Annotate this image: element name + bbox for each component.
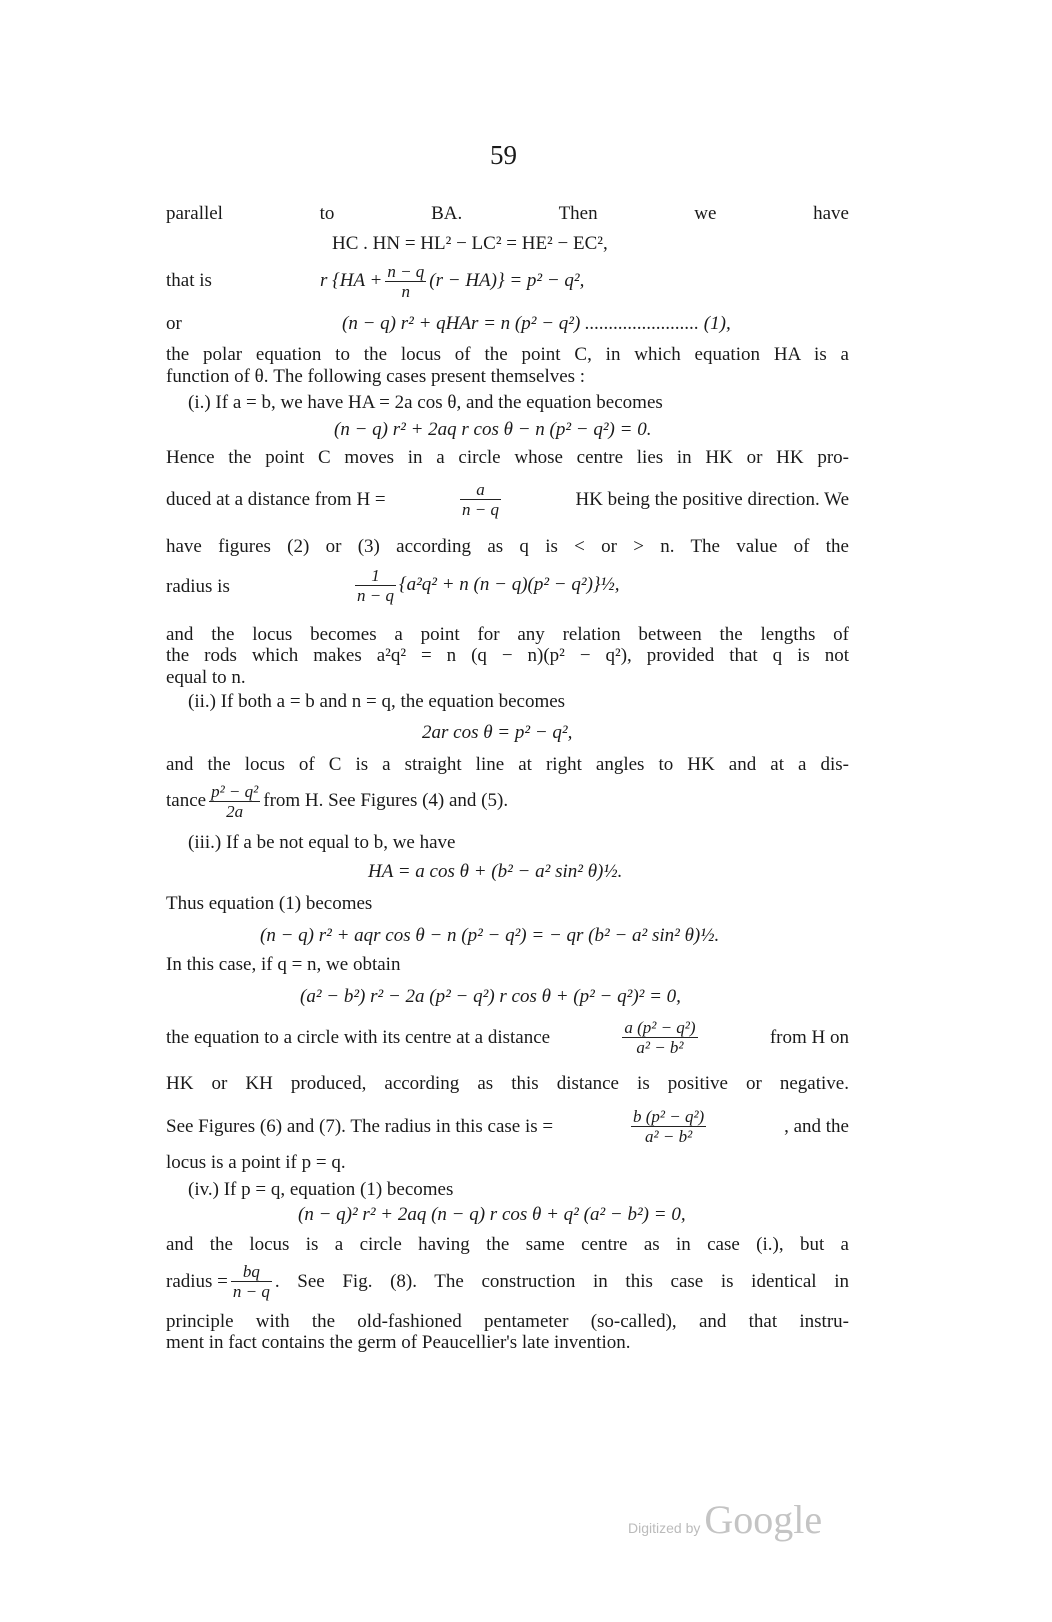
text-line: In this case, if q = n, we obtain [166,954,401,975]
text-line: HK or KH produced, according as this distance is positive or negative. [166,1073,849,1094]
text-line: locus is a point if p = q. [166,1152,346,1173]
text-line: and the locus is a circle having the same centre as in case (i.), but a [166,1234,849,1255]
text-line: Thus equation (1) becomes [166,893,373,914]
text-line: and the locus of C is a straight line at right angles to HK and at a dis- [166,754,849,775]
page-number: 59 [490,140,517,170]
text-label: that is [166,270,212,291]
text-line: equal to n. [166,667,246,688]
equation: r {HA + $\frac{n - q}{n}$ (r − HA)} = p² − q², [320,262,585,301]
text-line: and the locus becomes a point for any relation between the lengths of [166,624,849,645]
equation: (n − q) r² + qHAr = n (p² − q²) ........................ (1), [342,313,731,334]
equation: HC . HN = HL² − LC² = HE² − EC², [332,233,608,254]
text-line: radius = $\frac{bq}{n - q}$ . See Fig. (8). The construction in this case is identical in [166,1262,849,1301]
text-line: tance $\frac{\text{p² − q²}}{2a}$ from H. See Figures (4) and (5). [166,782,509,821]
text-line: the rods which makes a²q² = n (q − n)(p² − q²), provided that q is not [166,645,849,666]
text-label: or [166,313,182,334]
text-line: the polar equation to the locus of the point C, in which equation HA is a [166,344,849,365]
fraction: $\frac{\text{p² − q²}}{2a}$ [211,782,259,821]
text-line: (iv.) If p = q, equation (1) becomes [188,1179,454,1200]
text-line: (ii.) If both a = b and n = q, the equation becomes [188,691,566,712]
text-line: function of θ. The following cases present themselves : [166,366,586,387]
equation: (n − q) r² + aqr cos θ − n (p² − q²) = − qr (b² − a² sin² θ)½. [260,925,720,946]
text-line: (i.) If a = b, we have HA = 2a cos θ, and the equation becomes [188,392,663,413]
equation: HA = a cos θ + (b² − a² sin² θ)½. [368,861,623,882]
fraction: $\frac{n - q}{n}$ [387,262,425,301]
equation: $\frac{1}{n - q}$ {a²q² + n (n − q)(p² − q²)}½, [357,566,620,605]
text-line: Hence the point C moves in a circle whose centre lies in HK or HK pro- [166,447,849,468]
fraction: a (p² − q²) a² − b² [624,1018,696,1057]
text-line: principle with the old-fashioned pentameter (so-called), and that instru- [166,1311,849,1332]
equation: (n − q)² r² + 2aq (n − q) r cos θ + q² (a² − b²) = 0, [298,1204,686,1225]
equation: (n − q) r² + 2aq r cos θ − n (p² − q²) = 0. [334,419,652,440]
equation: 2ar cos θ = p² − q², [422,722,573,743]
fraction: $\frac{a}{n - q}$ [462,480,500,519]
text-line: See Figures (6) and (7). The radius in this case is = $\frac{\text{b (p² − q²)}}{\text{a² − b²}}$ , and the [166,1107,849,1146]
fraction: $\frac{\text{b (p² − q²)}}{\text{a² − b²}}$ [632,1107,705,1146]
watermark-logo: Digitized by Google [628,1497,823,1542]
text-line: (iii.) If a be not equal to b, we have [188,832,456,853]
text-line: parallel to BA. Then we have [166,203,849,224]
fraction: $\frac{1}{n - q}$ [357,566,394,605]
text-line: have figures (2) or (3) according as q is < or > n. The value of the [166,536,849,557]
text-line: ment in fact contains the germ of Peaucellier's late invention. [166,1332,631,1353]
text-line: the equation to a circle with its centre at a distance a (p² − q²) a² − b² from H on [166,1018,849,1057]
fraction: $\frac{bq}{n - q}$ [232,1262,270,1301]
text-line: duced at a distance from H = $\frac{a}{n - q}$ HK being the positive direction. We [166,480,849,519]
text-label: radius is [166,576,230,597]
equation: (a² − b²) r² − 2a (p² − q²) r cos θ + (p² − q²)² = 0, [300,986,681,1007]
